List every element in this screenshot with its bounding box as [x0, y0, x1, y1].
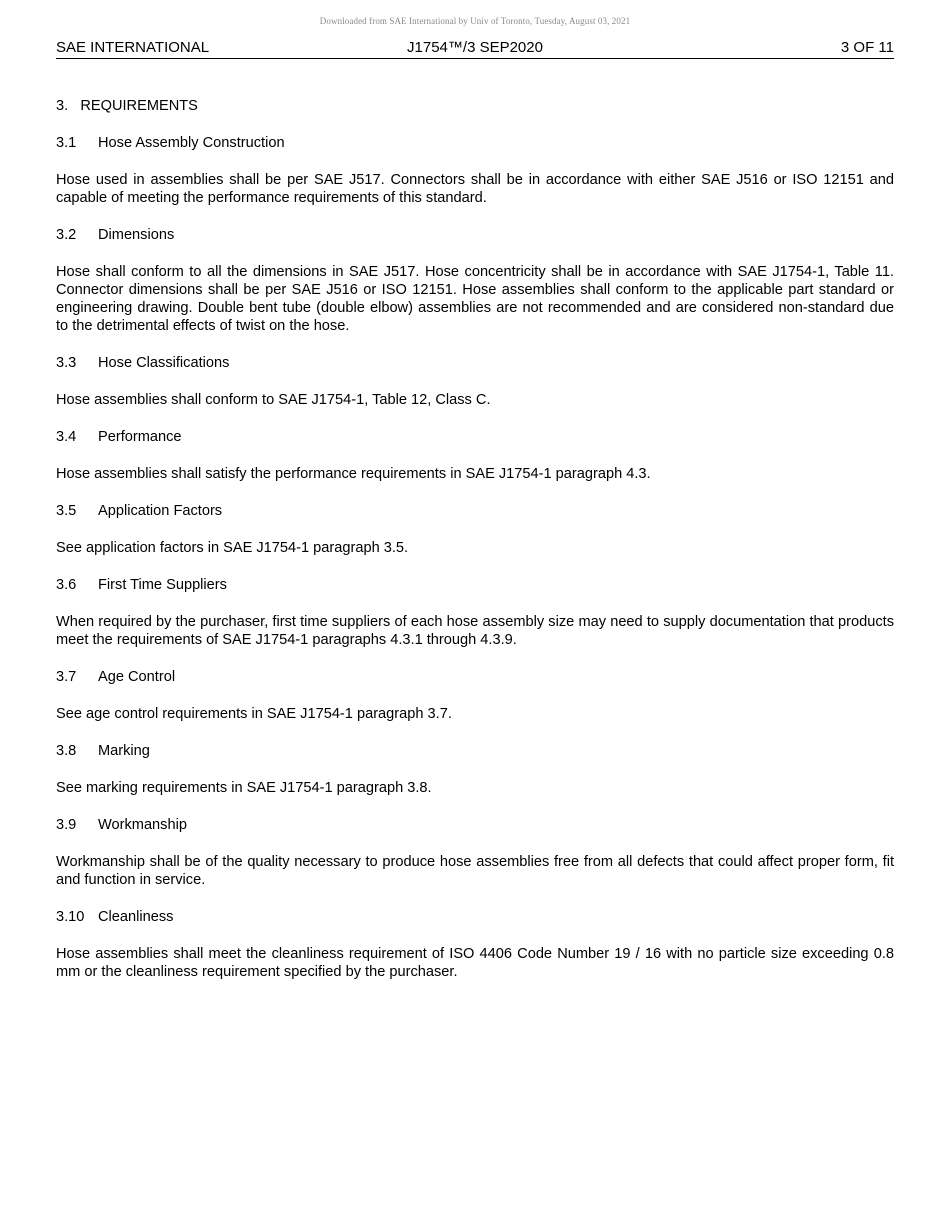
subsection-title: Hose Classifications	[98, 355, 230, 371]
subsection-heading	[56, 816, 894, 834]
subsection-paragraph: Hose assemblies shall conform to SAE J1754-1, Table 12, Class C.	[56, 392, 491, 408]
subsection-paragraph: See marking requirements in SAE J1754-1 paragraph 3.8.	[56, 780, 432, 796]
subsection-list	[56, 134, 894, 981]
subsection-title: First Time Suppliers	[98, 577, 227, 593]
subsection-heading	[56, 226, 894, 244]
subsection-paragraph: Hose used in assemblies shall be per SAE J517. Connectors shall be in accordance with either SAE J516 or ISO 12151 and capable of meeting the performance requirements of this standard.	[56, 172, 894, 206]
subsection-title: Cleanliness	[98, 909, 174, 925]
subsection-title: Dimensions	[98, 227, 175, 243]
subsection-number: 3.7	[56, 669, 77, 685]
subsection-number: 3.8	[56, 743, 77, 759]
subsection-number: 3.9	[56, 817, 77, 833]
subsection-number: 3.4	[56, 429, 77, 445]
subsection-paragraph: See age control requirements in SAE J1754-1 paragraph 3.7.	[56, 706, 452, 722]
subsection-heading	[56, 502, 894, 520]
subsection-paragraph: Workmanship shall be of the quality necessary to produce hose assemblies free from all defects that could affect proper form, fit and function in service.	[56, 854, 894, 888]
subsection-heading	[56, 742, 894, 760]
subsection-number: 3.2	[56, 227, 77, 243]
subsection-heading	[56, 576, 894, 594]
download-watermark: Downloaded from SAE International by Univ of Toronto, Tuesday, August 03, 2021	[319, 16, 631, 26]
section-number: 3.	[56, 98, 69, 114]
section-heading	[56, 97, 894, 115]
subsection-heading	[56, 354, 894, 372]
subsection-number: 3.10	[56, 909, 85, 925]
subsection-title: Performance	[98, 429, 182, 445]
subsection-paragraph: Hose assemblies shall satisfy the performance requirements in SAE J1754-1 paragraph 4.3.	[56, 466, 651, 482]
header-document-id: J1754™/3 SEP2020	[407, 39, 543, 56]
document-body	[56, 97, 894, 1000]
section-title: REQUIREMENTS	[80, 98, 198, 114]
subsection-paragraph: See application factors in SAE J1754-1 paragraph 3.5.	[56, 540, 409, 556]
header-organization: SAE INTERNATIONAL	[56, 39, 210, 56]
subsection-number: 3.5	[56, 503, 77, 519]
subsection-heading	[56, 668, 894, 686]
subsection-heading	[56, 908, 894, 926]
subsection-title: Hose Assembly Construction	[98, 135, 285, 151]
subsection-heading	[56, 428, 894, 446]
subsection-number: 3.6	[56, 577, 77, 593]
subsection-title: Marking	[98, 743, 150, 759]
subsection-paragraph: Hose shall conform to all the dimensions in SAE J517. Hose concentricity shall be in accordance with SAE J1754-1, Table 11. Connector dimensions shall be per SAE J516 or ISO 12151. Hose assemblies shall conform to the applicable part standard or engineering drawing. Double bent tube (double elbow) assemblies are not recommended and are considered non-standard due to the detrimental effects of twist on the hose.	[56, 264, 894, 334]
subsection-heading	[56, 134, 894, 152]
page-header	[56, 38, 894, 59]
subsection-title: Age Control	[98, 669, 176, 685]
subsection-paragraph: Hose assemblies shall meet the cleanliness requirement of ISO 4406 Code Number 19 / 16 with no particle size exceeding 0.8 mm or the cleanliness requirement specified by the purchaser.	[56, 946, 894, 980]
subsection-paragraph: When required by the purchaser, first time suppliers of each hose assembly size may need to supply documentation that products meet the requirements of SAE J1754-1 paragraphs 4.3.1 through 4.3.9.	[56, 614, 894, 648]
subsection-title: Workmanship	[98, 817, 187, 833]
subsection-number: 3.3	[56, 355, 77, 371]
subsection-title: Application Factors	[98, 503, 223, 519]
subsection-number: 3.1	[56, 135, 77, 151]
header-page-number: 3 OF 11	[840, 39, 894, 56]
